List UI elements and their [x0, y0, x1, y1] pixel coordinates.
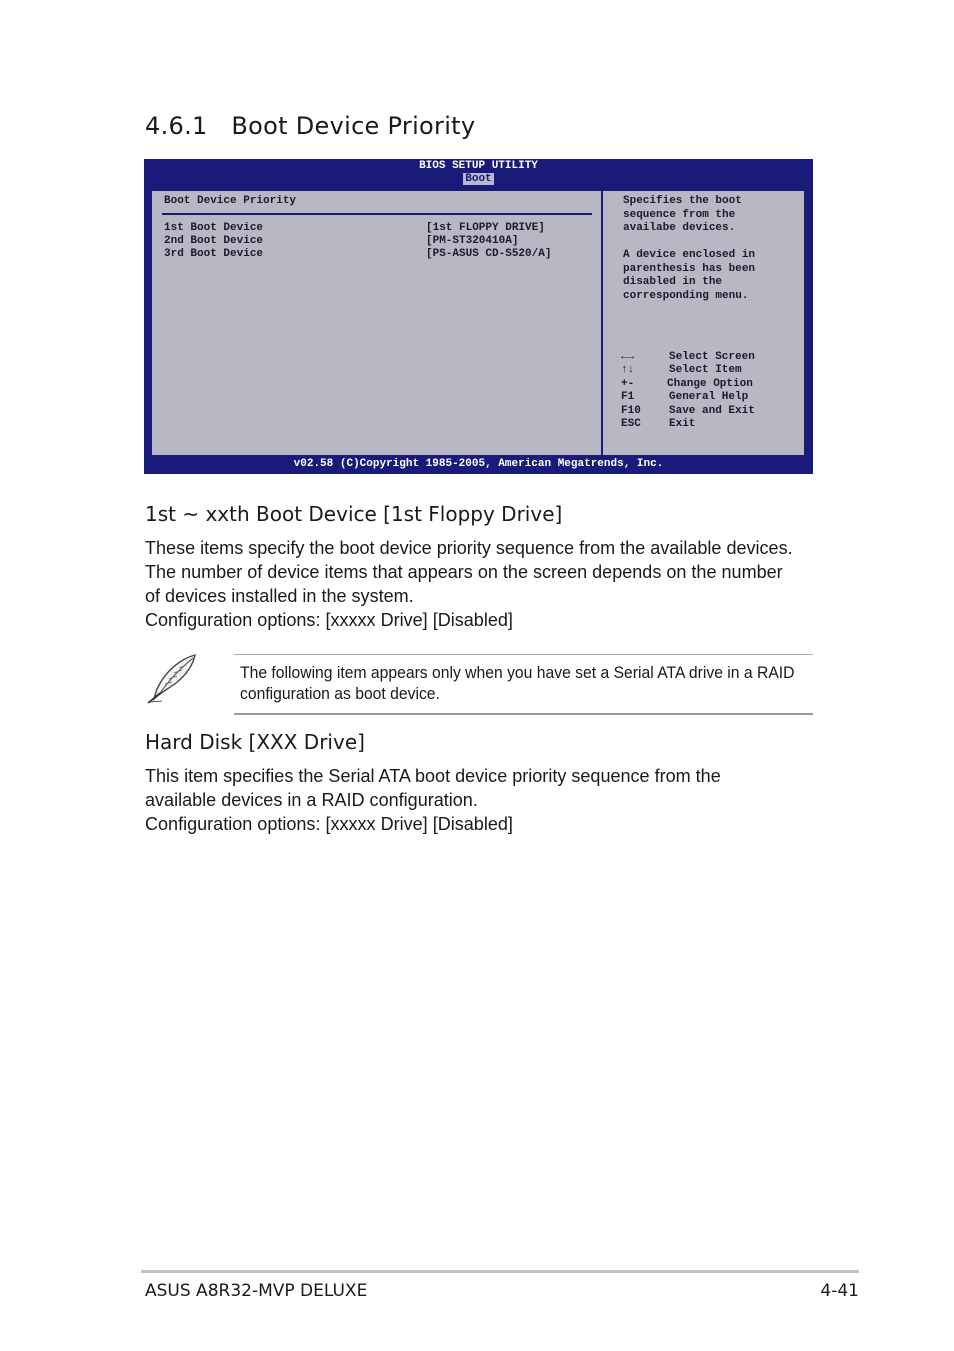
- key-name: F10: [621, 404, 641, 417]
- arrow-left-right-icon: ←→: [621, 351, 635, 363]
- item1-heading: 1st ~ xxth Boot Device [1st Floppy Drive]: [145, 502, 563, 526]
- item1-body: These items specify the boot device priority sequence from the available devices. The number of device items that appears on the screen depends on the number of devices installed in the system.: [145, 537, 793, 606]
- bios-body: [150, 189, 806, 457]
- item1-options: Configuration options: [xxxxx Drive] [Disabled]: [145, 609, 513, 630]
- bios-copyright: v02.58 (C)Copyright 1985-2005, American Megatrends, Inc.: [293, 458, 664, 470]
- footer-divider: [141, 1270, 859, 1273]
- key-description: Exit: [669, 417, 696, 430]
- boot-device-value[interactable]: [PM-ST320410A]: [426, 235, 519, 247]
- section-title-text: Boot Device Priority: [231, 112, 476, 140]
- bios-main-heading: Boot Device Priority: [164, 195, 297, 207]
- key-description: Save and Exit: [669, 404, 755, 417]
- section-title: [145, 112, 475, 140]
- boot-device-label: 1st Boot Device: [164, 222, 264, 234]
- key-legend-row: [621, 418, 801, 431]
- key-description: Select Item: [669, 364, 742, 377]
- bios-screen: [144, 159, 813, 474]
- footer-product-name: ASUS A8R32-MVP DELUXE: [145, 1281, 368, 1301]
- bios-main-panel: [152, 191, 603, 455]
- key-legend-row: [621, 364, 801, 377]
- boot-device-label: 2nd Boot Device: [164, 235, 264, 247]
- item2-heading: Hard Disk [XXX Drive]: [145, 730, 365, 754]
- note-box: [234, 654, 813, 715]
- key-name: ESC: [621, 417, 641, 430]
- section-number: 4.6.1: [145, 112, 208, 140]
- key-name: F1: [621, 391, 635, 404]
- bios-header: [144, 159, 813, 186]
- boot-device-row-1[interactable]: [164, 222, 594, 235]
- key-description: Change Option: [667, 377, 753, 390]
- boot-device-label: 3rd Boot Device: [164, 248, 264, 260]
- boot-device-value[interactable]: [PS-ASUS CD-S520/A]: [426, 248, 552, 260]
- bios-heading-divider: [162, 213, 592, 215]
- boot-device-row-3[interactable]: [164, 248, 594, 261]
- item2-body: This item specifies the Serial ATA boot device priority sequence from the available devices in a RAID configuration.: [145, 765, 721, 810]
- key-description: General Help: [669, 391, 749, 404]
- key-legend-row: [621, 351, 801, 364]
- plus-minus-icon: +-: [621, 377, 635, 390]
- bios-key-legend: [621, 351, 801, 431]
- boot-device-row-2[interactable]: [164, 235, 594, 248]
- tab-boot[interactable]: Boot: [465, 173, 492, 185]
- bios-help-text: Specifies the boot sequence from the availabe devices. A device enclosed in parenthesis has been disabled in the corresponding menu.: [623, 195, 756, 302]
- key-legend-row: [621, 378, 801, 391]
- feather-pen-icon: [146, 653, 198, 705]
- key-description: Select Screen: [669, 351, 755, 363]
- item2-options: Configuration options: [xxxxx Drive] [Disabled]: [145, 813, 513, 834]
- note-text: The following item appears only when you have set a Serial ATA drive in a RAID configuration as boot device.: [240, 664, 795, 703]
- arrow-up-down-icon: ↑↓: [621, 364, 635, 377]
- key-legend-row: [621, 405, 801, 418]
- footer-page-number: 4-41: [820, 1281, 859, 1301]
- key-legend-row: [621, 391, 801, 404]
- boot-device-value[interactable]: [1st FLOPPY DRIVE]: [426, 222, 545, 234]
- bios-utility-title: BIOS SETUP UTILITY: [419, 160, 538, 172]
